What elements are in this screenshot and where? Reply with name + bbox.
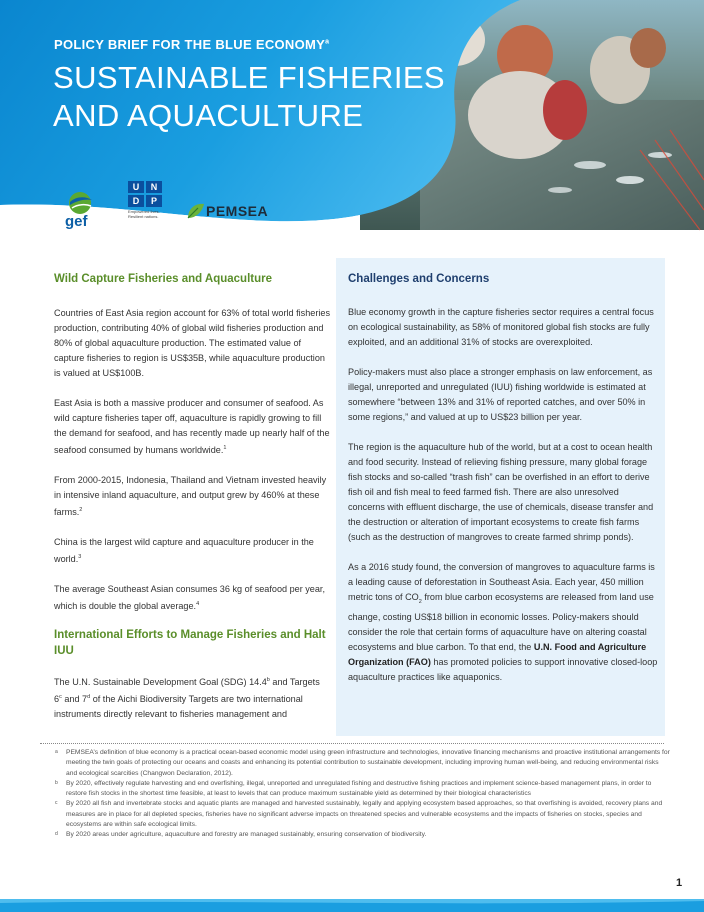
paragraph: Policy-makers must also place a stronger emphasis on law enforcement, as illegal, unreported and unregulated (IUU) fishing worldwide is estimated at somewhere “between 13% and 31% of reported catches, and over 50% in some regions,” and valued at up to US$23 billion per year.: [348, 367, 653, 422]
page-title: [53, 59, 445, 135]
bottom-wave-band: [0, 899, 704, 912]
header-banner: [0, 0, 704, 260]
challenges-panel: [336, 258, 665, 736]
page-number: 1: [676, 877, 683, 889]
footnote-ref: c: [59, 694, 62, 701]
pemsea-wordmark: PEMSEA: [206, 203, 269, 219]
section-heading-international-efforts: International Efforts to Manage Fisheries and Halt IUU: [54, 629, 326, 658]
footnote: [40, 799, 670, 830]
undp-letter: D: [128, 195, 144, 207]
footnote-text: By 2020 areas under agriculture, aquaculture and forestry are managed sustainably, ensuring conservation of biodiversity.: [66, 831, 427, 839]
footnote-ref: b: [266, 677, 270, 684]
title-line-1: SUSTAINABLE FISHERIES: [53, 60, 445, 95]
undp-letter: U: [128, 181, 144, 193]
paragraph: The average Southeast Asian consumes 36 kg of seafood per year, which is double the global average.$^4$: [54, 584, 325, 612]
pemsea-logo: [184, 200, 276, 222]
title-line-2: AND AQUACULTURE: [53, 98, 364, 133]
left-column: [54, 271, 332, 722]
kicker-footnote-ref: a: [325, 38, 330, 46]
paragraph: East Asia is both a massive producer and consumer of seafood. As wild capture fisheries taper off, aquaculture is rapidly growing to fill the demand for seafood, and has recently made up nearly half of the seafood consumed by humans worldwide.$^1$: [54, 398, 330, 456]
paragraph: Blue economy growth in the capture fisheries sector requires a central focus on ecological sustainability, as 58% of monitored global fish stocks are fully exploited, and an additional 31% of stocks are overexploited.: [348, 307, 654, 347]
undp-tagline: Empowered lives. Resilient nations.: [128, 209, 160, 219]
section-heading-wild-capture: Wild Capture Fisheries and Aquaculture: [54, 273, 273, 285]
footnote-mark: d: [55, 831, 58, 838]
paragraph: Countries of East Asia region account for 63% of total world fisheries production, contributing 40% of global wild fisheries production and 80% of global aquaculture production. The estimated value of capture fisheries to region is US$35B, while aquaculture production is valued at US$100B.: [54, 308, 330, 378]
footnote: [40, 748, 670, 779]
paragraph: China is the largest wild capture and aquaculture producer in the world.$^3$: [54, 537, 314, 565]
footnote-text: By 2020, effectively regulate harvesting and end overfishing, illegal, unreported and unregulated fishing and destructive fishing practices and implement science-based management plans, in order to restore fish stocks in the shortest time feasible, at least to levels that can produce maximum sustainable yield as determined by their biological characteristics: [66, 779, 652, 798]
footnote-ref: 3: [78, 554, 82, 561]
footnote-mark: a: [55, 749, 58, 755]
footnote-mark: c: [55, 800, 58, 807]
footnote-ref: d: [87, 694, 91, 701]
footnote-text: By 2020 all fish and invertebrate stocks and aquatic plants are managed and harvested sustainably, legally and applying ecosystem based approaches, so that overfishing is avoided, recovery plans and measures are in place for all depleted species, fisheries have no significant adverse impacts on threatened species and vulnerable ecosystems and the impacts of fisheries on stocks, species and ecosystems are within safe ecological limits.: [66, 800, 663, 829]
footnote-ref: 2: [79, 507, 83, 514]
pemsea-leaf-icon: [184, 200, 206, 222]
footnote-ref: 4: [196, 601, 200, 608]
subscript: 2: [418, 598, 422, 605]
paragraph: The U.N. Sustainable Development Goal (SDG) 14.4$^b$ and Targets 6$^c$ and 7$^d$ of the Aichi Biodiversity Targets are two international instruments directly relevant to fisheries management and: [54, 677, 320, 720]
fao-name: U.N. Food and Agriculture Organization (FAO): [348, 641, 647, 667]
gef-wordmark: gef: [65, 213, 88, 230]
undp-logo: [128, 181, 162, 243]
paragraph: As a 2016 study found, the conversion of mangroves to aquaculture farms is a leading cause of deforestation in Southeast Asia. Each year, 450 million metric tons of $CO_2$ from blue carbon ecosystems are released from land use change, costing US$18 billion in economic losses. Policy-makers should consider the role that certain forms of aquaculture have on altering coastal ecosystems and blue carbon. To that end, the U.N. Food and Agriculture Organization (FAO) has promoted policies to support innovative closed-loop aquaculture practices like aquaponics.: [348, 562, 658, 682]
paragraph: From 2000-2015, Indonesia, Thailand and Vietnam invested heavily in intensive inland aquaculture, and output grew by 460% at these farms.$^2$: [54, 475, 327, 518]
undp-letter: P: [146, 195, 162, 207]
footnote-ref: 1: [223, 445, 227, 451]
brief-series-label: POLICY BRIEF FOR THE BLUE ECONOMY$^a$: [54, 37, 330, 52]
gef-logo: [62, 190, 102, 232]
section-heading-challenges: Challenges and Concerns: [348, 273, 490, 285]
paragraph: The region is the aquaculture hub of the world, but at a cost to ocean health and food security. Instead of relieving fishing pressure, many global forage fish stocks and so-called “trash fish” can be overfished in an effort to derive fish oil and fish meal to feed farmed fish. There are also unresolved concerns with effluent discharge, the use of chemicals, disease transfer and the destruction or alteration of important ecosystems to create fish farms (such as the destruction of mangroves to create farmed shrimp ponds).: [348, 442, 654, 542]
undp-letter: N: [146, 181, 162, 193]
footnote: [40, 830, 670, 840]
footnote: [40, 779, 670, 800]
footnote-divider: [40, 743, 664, 744]
footnote-text: PEMSEA’s definition of blue economy is a practical ocean-based economic model using green infrastructure and technologies, innovative financing mechanisms and proactive institutional arrangements for meeting the twin goals of protecting our oceans and coasts and enhancing its potential contribution to sustainable development, including improving human well-being, and reducing environmental risks and ecological scarcities (Changwon Declaration, 2012).: [66, 749, 670, 777]
footnotes: [40, 748, 670, 841]
footnote-mark: b: [55, 779, 58, 786]
